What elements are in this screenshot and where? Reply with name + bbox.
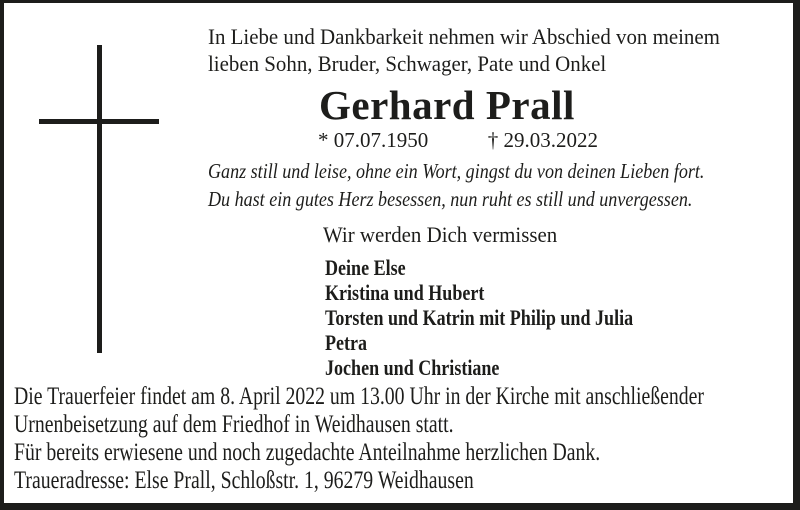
mourner-name: Petra bbox=[325, 330, 368, 355]
verse-line-2: Du hast ein gutes Herz besessen, nun ruht es still und unvergessen. bbox=[208, 187, 693, 211]
death-date: † 29.03.2022 bbox=[487, 128, 598, 152]
intro-text bbox=[208, 23, 747, 77]
frame-border-left bbox=[0, 0, 4, 510]
cross-horizontal-bar bbox=[39, 119, 159, 124]
mourners-list bbox=[325, 255, 701, 380]
intro-line-2: lieben Sohn, Bruder, Schwager, Pate und Onkel bbox=[208, 51, 607, 76]
thanks-line: Für bereits erwiesene und noch zugedachte Anteilnahme herzlichen Dank. bbox=[14, 439, 601, 466]
mourner-name: Jochen und Christiane bbox=[325, 355, 500, 380]
funeral-info bbox=[14, 383, 800, 495]
birth-date: * 07.07.1950 bbox=[318, 128, 429, 152]
life-dates bbox=[318, 128, 598, 152]
deceased-name: Gerhard Prall bbox=[319, 82, 575, 128]
funeral-info-line-1: Die Trauerfeier findet am 8. April 2022 um 13.00 Uhr in der Kirche mit anschließender bbox=[14, 383, 704, 410]
mourner-name: Torsten und Katrin mit Philip und Julia bbox=[325, 305, 634, 330]
farewell-line: Wir werden Dich vermissen bbox=[323, 222, 558, 247]
funeral-info-line-2: Urnenbeisetzung auf dem Friedhof in Weidhausen statt. bbox=[14, 411, 454, 438]
memorial-verse bbox=[208, 157, 785, 213]
intro-line-1: In Liebe und Dankbarkeit nehmen wir Abschied von meinem bbox=[208, 24, 720, 49]
frame-border-top bbox=[0, 0, 800, 3]
mourner-name: Kristina und Hubert bbox=[325, 280, 485, 305]
mourner-name: Deine Else bbox=[325, 255, 406, 280]
frame-border-bottom bbox=[0, 503, 800, 510]
mourning-address: Traueradresse: Else Prall, Schloßstr. 1, 96279 Weidhausen bbox=[14, 467, 474, 494]
verse-line-1: Ganz still und leise, ohne ein Wort, gingst du von deinen Lieben fort. bbox=[208, 159, 705, 183]
cross-vertical-bar bbox=[97, 45, 102, 353]
